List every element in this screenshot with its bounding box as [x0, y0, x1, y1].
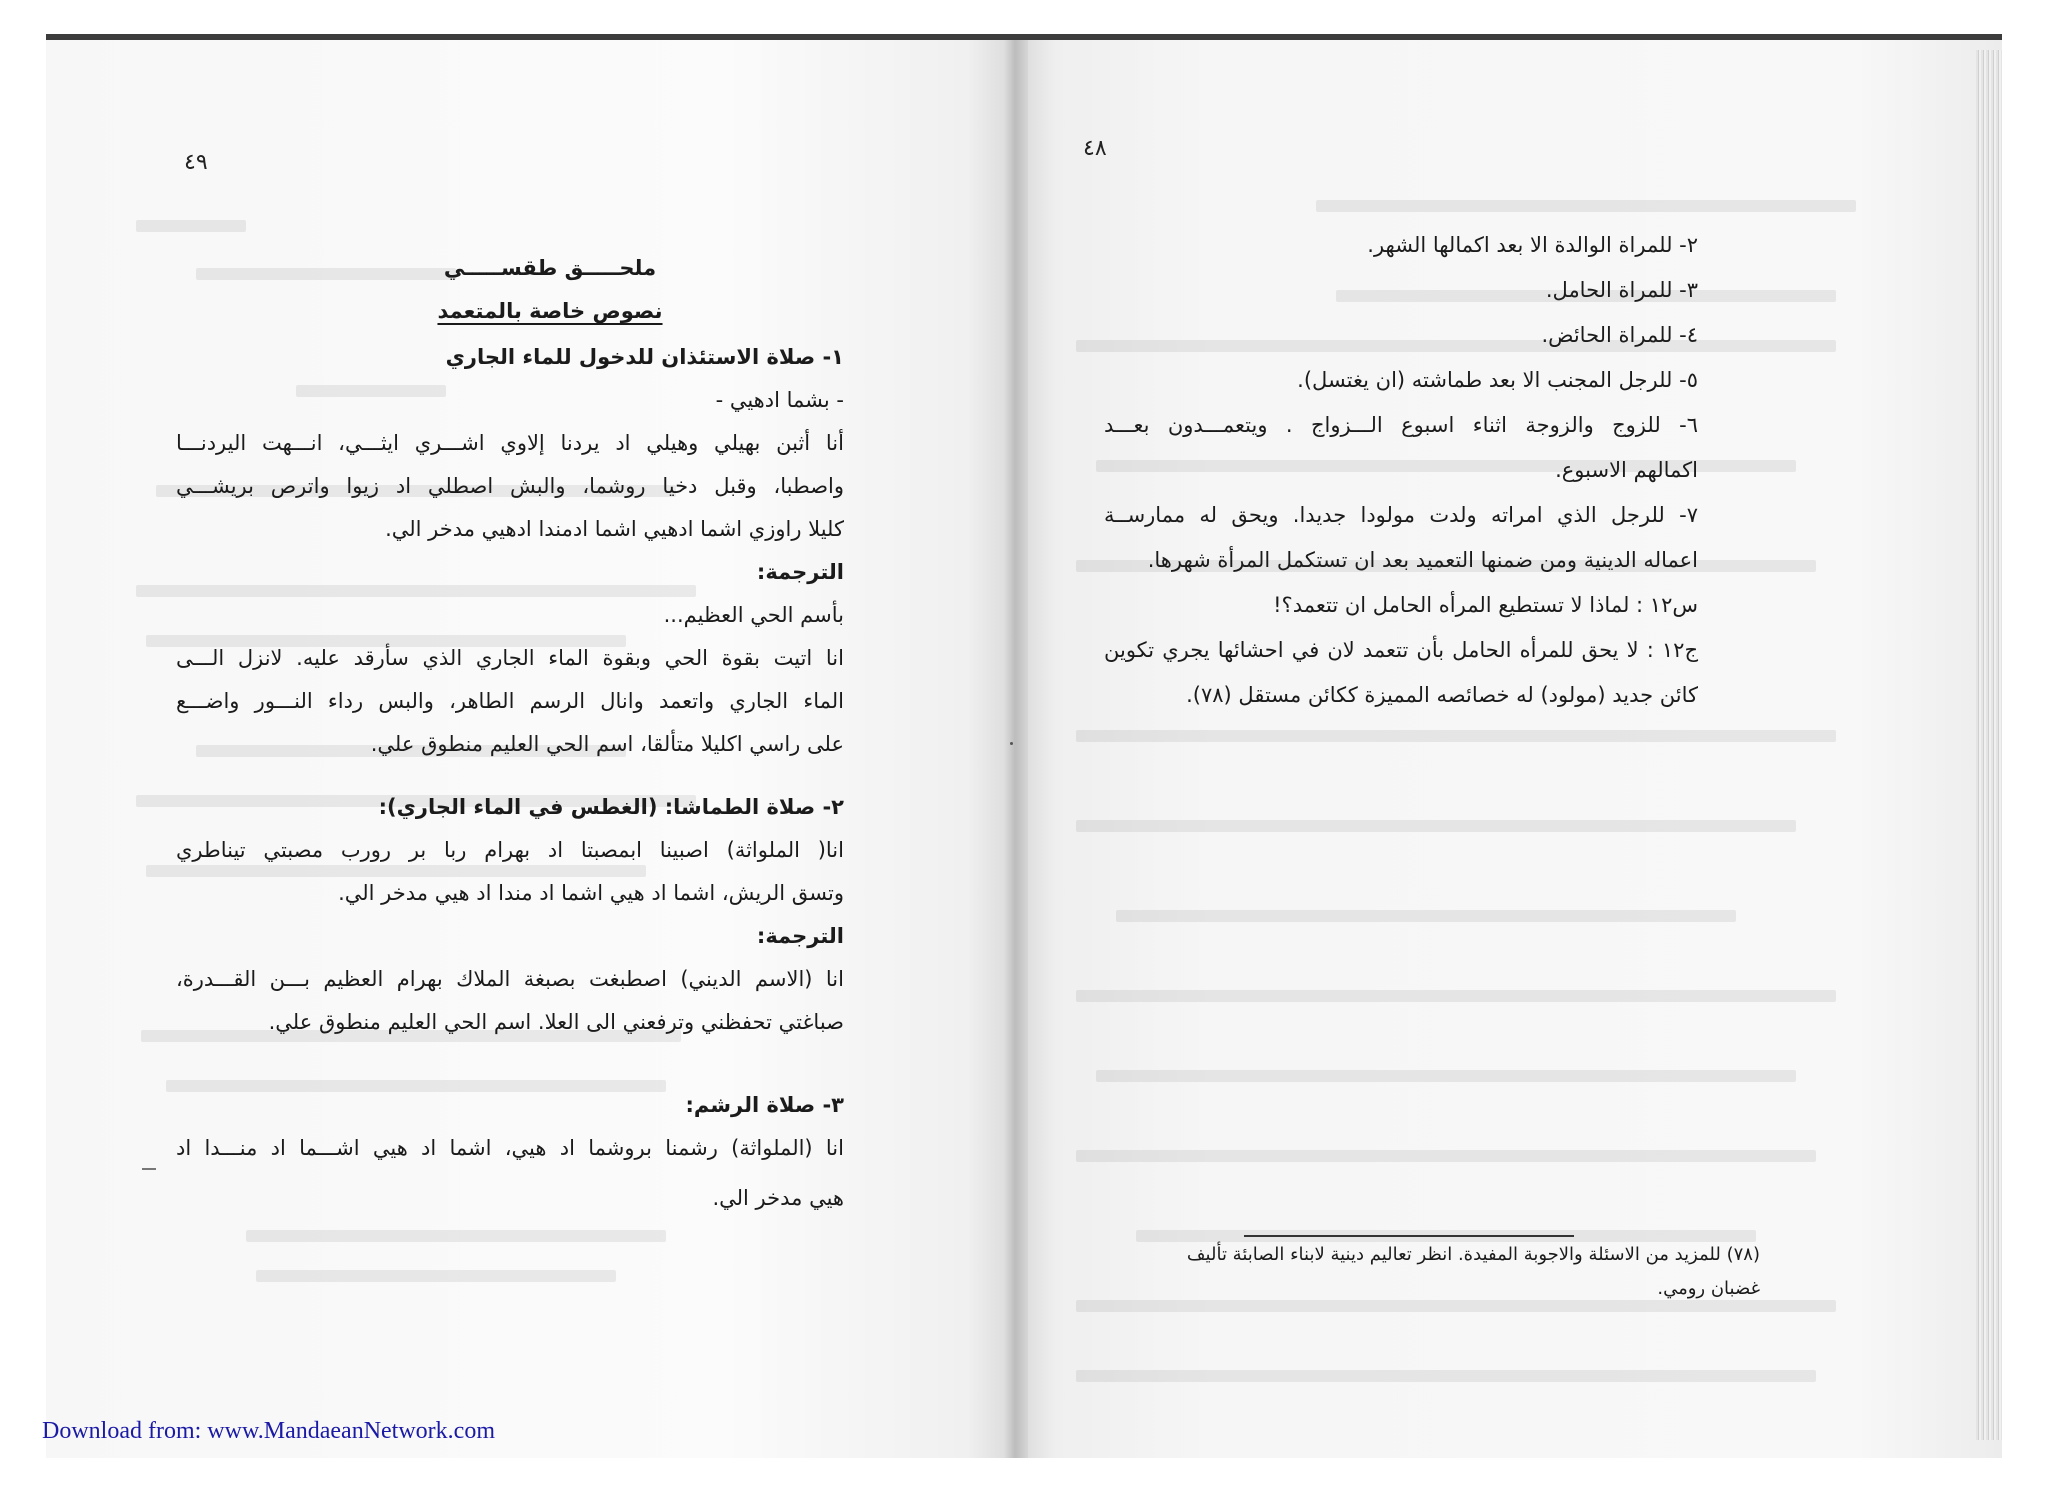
text-line: انا اتيت بقوة الحي وبقوة الماء الجاري الذي سأرقد عليه. لانزل الـــى — [176, 646, 844, 670]
footnote-line: غضبان رومي. — [1657, 1278, 1760, 1299]
text-line: أنا أثبن بهيلي وهيلي اد يردنا إلاوي اشـــري ايثـــي، انـــهت اليردنـــا — [176, 431, 844, 455]
text-line: انا (الملواثة) رشمنا بروشما اد هيي، اشما اد هيي اشـــما اد منـــدا اد — [176, 1136, 844, 1160]
question-line: س١٢ : لماذا لا تستطيع المرأه الحامل ان تتعمد؟! — [1273, 593, 1698, 617]
text-line: - بشما ادهيي - — [715, 388, 844, 412]
section-heading: ١- صلاة الاستئذان للدخول للماء الجاري — [445, 345, 844, 369]
translation-heading: الترجمة: — [756, 924, 844, 948]
section-heading: ٣- صلاة الرشم: — [685, 1093, 844, 1117]
appendix-subtitle: نصوص خاصة بالمتعمد — [437, 299, 663, 323]
list-item: ٣- للمراة الحامل. — [1545, 278, 1698, 302]
section-heading: ٢- صلاة الطماشا: (الغطس في الماء الجاري): — [378, 795, 844, 819]
list-item-continued: اعماله الدينية ومن ضمنها التعميد بعد ان تستكمل المرأة شهرها. — [1147, 548, 1698, 572]
list-item: ٥- للرجل المجنب الا بعد طماشته (ان يغتسل). — [1297, 368, 1698, 392]
book-gutter — [1004, 40, 1028, 1458]
list-item: ٦- للزوج والزوجة اثناء اسبوع الـــزواج . ويتعمـــدون بعـــد — [1104, 413, 1698, 437]
footnote — [1128, 1238, 1760, 1306]
text-line: كليلا راوزي اشما ادهيي اشما ادمندا ادهيي مدخر الي. — [385, 517, 844, 541]
right-page-text — [1104, 224, 1698, 719]
list-item: ٧- للرجل الذي امراته ولدت مولودا جديدا. ويحق له ممارســة — [1104, 503, 1698, 527]
translation-heading: الترجمة: — [756, 560, 844, 584]
footnote-line: (٧٨) للمزيد من الاسئلة والاجوبة المفيدة. انظر تعاليم دينية لابناء الصابئة تأليف — [1186, 1244, 1760, 1265]
page-edges — [1976, 50, 2002, 1440]
text-line: بأسم الحي العظيم... — [663, 603, 844, 627]
text-line: واصطبا، وقبل دخيا روشما، والبش اصطلي اد زيوا واترص بريشـــي — [176, 474, 844, 498]
answer-line: ج١٢ : لا يحق للمرأه الحامل بأن تتعمد لان في احشائها يجري تكوين — [1104, 638, 1698, 662]
page-number: ٤٩ — [184, 150, 208, 175]
list-item-continued: اكمالهم الاسبوع. — [1555, 458, 1698, 482]
text-line: الماء الجاري واتعمد وانال الرسم الطاهر، والبس رداء النـــور واضـــع — [176, 689, 844, 713]
page-number: ٤٨ — [1083, 136, 1107, 161]
appendix-title: ملحـــــق طقســـــي — [443, 256, 657, 280]
text-line: وتسق الريش، اشما اد هيي اشما اد مندا اد هيي مدخر الي. — [338, 881, 844, 905]
text-line: انا (الاسم الديني) اصطبغت بصبغة الملاك بهرام العظيم بـــن القـــدرة، — [176, 967, 844, 991]
answer-line: كائن جديد (مولود) له خصائصه المميزة ككائن مستقل (٧٨). — [1186, 683, 1698, 707]
list-item: ٢- للمراة الوالدة الا بعد اكمالها الشهر. — [1367, 233, 1698, 257]
left-page-text — [176, 247, 844, 1220]
list-item: ٤- للمراة الحائض. — [1541, 323, 1698, 347]
download-watermark-link[interactable]: Download from: www.MandaeanNetwork.com — [42, 1418, 495, 1444]
text-line: انا( الملواثة) اصبينا ابمصبتا اد بهرام ربا بر رورب مصبتي تيناطري — [176, 838, 844, 862]
margin-mark — [142, 1168, 156, 1170]
text-line: على راسي اكليلا متألقا، اسم الحي العليم منطوق علي. — [370, 732, 844, 756]
text-line: هيي مدخر الي. — [712, 1186, 844, 1210]
text-line: صباغتي تحفظني وترفعني الى العلا. اسم الحي العليم منطوق علي. — [268, 1010, 844, 1034]
left-page — [46, 40, 1016, 1458]
footnote-rule — [1244, 1235, 1574, 1237]
scan-speck — [1010, 742, 1013, 745]
